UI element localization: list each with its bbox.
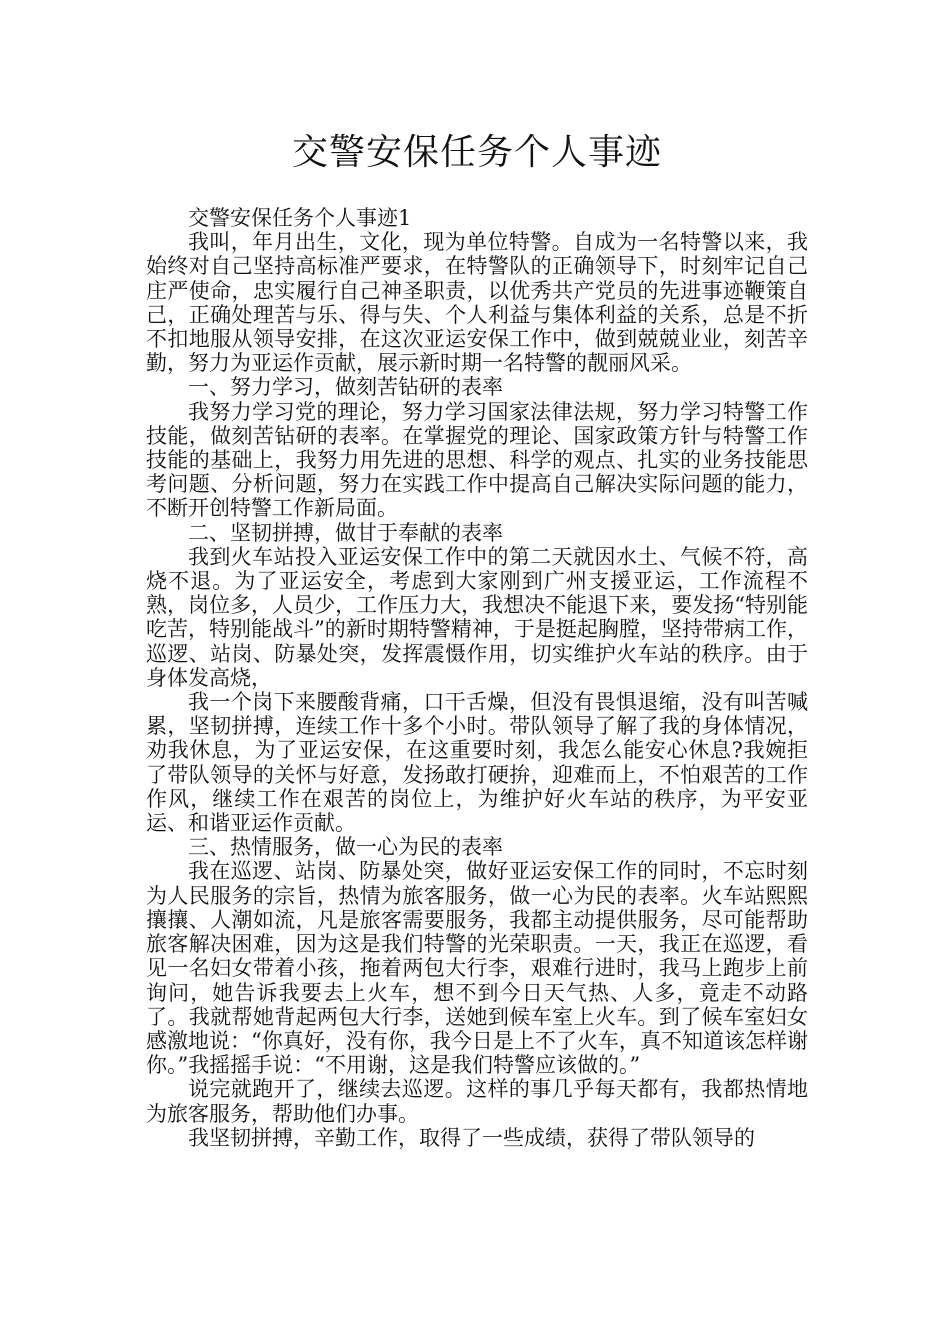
body-paragraph: 我努力学习党的理论，努力学习国家法律法规，努力学习特警工作技能，做刻苦钻研的表率。在掌握党的理论、国家政策方针与特警工作技能的基础上，我努力用先进的思想、科学的观点、扎实的业务技能思考问题、分析问题，努力在实践工作中提高自己解决实际问题的能力，不断开创特警工作新局面。 xyxy=(146,399,808,521)
body-paragraph: 我在巡逻、站岗、防暴处突，做好亚运安保工作的同时，不忘时刻为人民服务的宗旨，热情为旅客服务，做一心为民的表率。火车站熙熙攘攘、人潮如流，凡是旅客需要服务，我都主动提供服务，尽可能帮助旅客解决困难，因为这是我们特警的光荣职责。一天，我正在巡逻，看见一名妇女带着小孩，拖着两包大行李，艰难行进时，我马上跑步上前询问，她告诉我要去上火车，想不到今日天气热、人多，竟走不动路了。我就帮她背起两包大行李，送她到候车室上火车。到了候车室妇女感激地说：“你真好，没有你，我今日是上不了火车，真不知道该怎样谢你。”我摇摇手说：“不用谢，这是我们特警应该做的。” xyxy=(146,859,808,1078)
section-heading: 一、努力学习，做刻苦钻研的表率 xyxy=(188,375,503,400)
body-paragraph: 我叫，年月出生，文化，现为单位特警。自成为一名特警以来，我始终对自己坚持高标准严要求，在特警队的正确领导下，时刻牢记自己庄严使命，忠实履行自己神圣职责，以优秀共产党员的先进事迹鞭策自己，正确处理苦与乐、得与失、个人利益与集体利益的关系，总是不折不扣地服从领导安排，在这次亚运安保工作中，做到兢兢业业，刻苦辛勤，努力为亚运作贡献，展示新时期一名特警的靓丽风采。 xyxy=(146,230,808,376)
document-page xyxy=(146,122,808,1150)
section-heading: 二、坚韧拼搏，做甘于奉献的表率 xyxy=(188,520,503,545)
body-paragraph: 我坚韧拼搏，辛勤工作，取得了一些成绩，获得了带队领导的 xyxy=(188,1125,755,1150)
body-paragraph: 我到火车站投入亚运安保工作中的第二天就因水土、气候不符，高烧不退。为了亚运安全，考虑到大家刚到广州支援亚运，工作流程不熟，岗位多，人员少，工作压力大，我想决不能退下来，要发扬“特别能吃苦，特别能战斗”的新时期特警精神，于是挺起胸膛，坚持带病工作，巡逻、站岗、防暴处突，发挥震慑作用，切实维护火车站的秩序。由于身体发高烧， xyxy=(146,544,808,690)
section-heading: 三、热情服务，做一心为民的表率 xyxy=(188,835,503,860)
subtitle-paragraph: 交警安保任务个人事迹1 xyxy=(188,206,412,230)
document-body xyxy=(146,206,808,1150)
body-paragraph: 说完就跑开了，继续去巡逻。这样的事几乎每天都有，我都热情地为旅客服务，帮助他们办事。 xyxy=(146,1077,808,1126)
body-paragraph: 我一个岗下来腰酸背痛，口干舌燥，但没有畏惧退缩，没有叫苦喊累，坚韧拼搏，连续工作十多个小时。带队领导了解了我的身体情况，劝我休息，为了亚运安保，在这重要时刻，我怎么能安心休息?我婉拒了带队领导的关怀与好意，发扬敢打硬拚，迎难而上，不怕艰苦的工作作风，继续工作在艰苦的岗位上，为维护好火车站的秩序，为平安亚运、和谐亚运作贡献。 xyxy=(146,690,808,836)
page-title: 交警安保任务个人事迹 xyxy=(291,132,662,173)
